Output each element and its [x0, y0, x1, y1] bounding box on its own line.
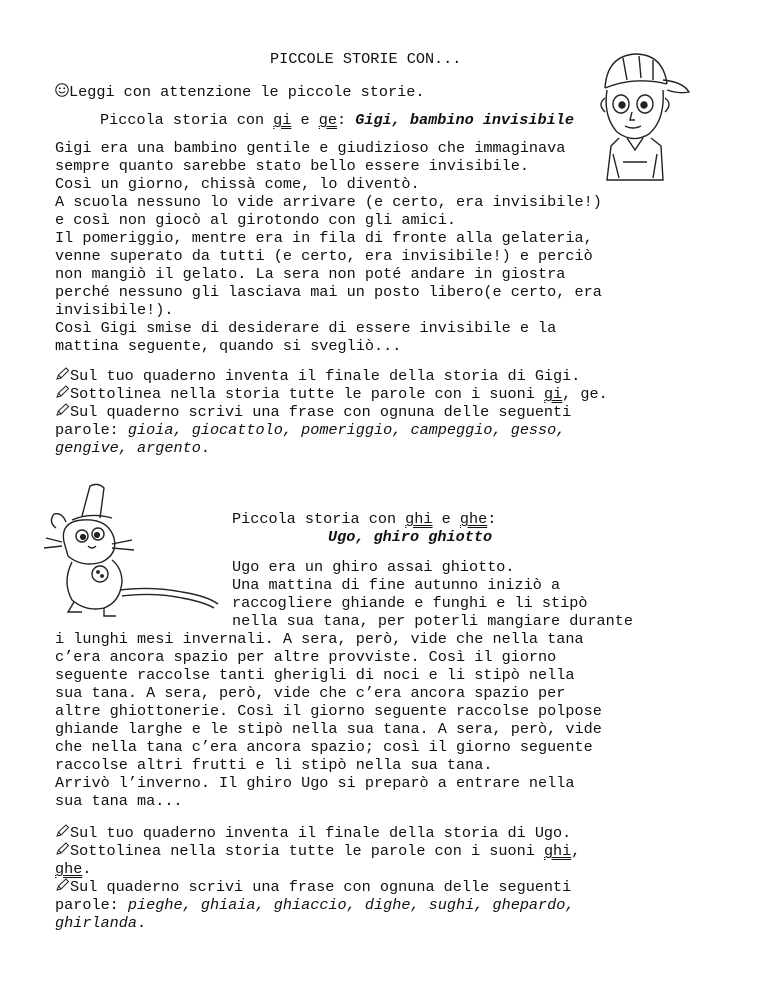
- story1-line: Così un giorno, chissà come, lo diventò.: [55, 175, 420, 193]
- story1-task-3-words-end: gengive, argento.: [55, 439, 210, 457]
- story2-line: c’era ancora spazio per altre provviste. Così il giorno: [55, 648, 557, 666]
- story2-line: altre ghiottonerie. Così il giorno seguente raccolse polpose: [55, 702, 602, 720]
- pencil-icon: [55, 367, 70, 381]
- intro-line: [55, 83, 424, 101]
- story1-line: Il pomeriggio, mentre era in fila di fronte alla gelateria,: [55, 229, 593, 247]
- story1-line: mattina seguente, quando si svegliò...: [55, 337, 402, 355]
- sound-ghi: ghi: [405, 510, 433, 528]
- boy-cap-illustration: [583, 46, 693, 186]
- story1-line: invisibile!).: [55, 301, 174, 319]
- dormouse-illustration: [42, 482, 224, 622]
- story2-line: Una mattina di fine autunno iniziò a: [232, 576, 561, 594]
- story1-line: A scuola nessuno lo vide arrivare (e certo, era invisibile!): [55, 193, 602, 211]
- smiley-icon: [55, 83, 69, 101]
- story2-task-3-words: parole: pieghe, ghiaia, ghiaccio, dighe, sughi, ghepardo,: [55, 896, 575, 914]
- story1-line: e così non giocò al girotondo con gli amici.: [55, 211, 457, 229]
- story1-line: perché nessuno gli lasciava mai un posto libero(e certo, era: [55, 283, 602, 301]
- story1-title: Gigi, bambino invisibile: [355, 111, 574, 129]
- story1-task-1: Sul tuo quaderno inventa il finale della storia di Gigi.: [55, 367, 580, 385]
- story1-line: sempre quanto sarebbe stato bello essere invisibile.: [55, 157, 529, 175]
- story2-title: Ugo, ghiro ghiotto: [328, 528, 493, 546]
- story1-task-3: Sul quaderno scrivi una frase con ognuna delle seguenti: [55, 403, 571, 421]
- story1-line: venne superato da tutti (e certo, era invisibile!) e perciò: [55, 247, 593, 265]
- pencil-icon: [55, 385, 70, 399]
- intro-text: Leggi con attenzione le piccole storie.: [69, 83, 425, 101]
- story2-line: nella sua tana, per poterli mangiare durante: [232, 612, 634, 630]
- story2-task-3-words-end: ghirlanda.: [55, 914, 147, 932]
- story2-task-3: Sul quaderno scrivi una frase con ognuna delle seguenti: [55, 878, 571, 896]
- story1-line: Gigi era una bambino gentile e giudizioso che immaginava: [55, 139, 566, 157]
- story2-line: raccolse altri frutti e li stipò nella sua tana.: [55, 756, 493, 774]
- sound-gi: gi: [273, 111, 292, 129]
- story2-line: che nella tana c’era ancora spazio; così il giorno seguente: [55, 738, 593, 756]
- page-title: PICCOLE STORIE CON...: [270, 50, 462, 68]
- story1-heading: Piccola storia con gi e ge: Gigi, bambino invisibile: [100, 111, 574, 129]
- story2-task-2: Sottolinea nella storia tutte le parole con i suoni ghi,: [55, 842, 580, 860]
- story1-line: Così Gigi smise di desiderare di essere invisibile e la: [55, 319, 557, 337]
- sound-ge: ge: [318, 111, 337, 129]
- pencil-icon: [55, 878, 70, 892]
- pencil-icon: [55, 403, 70, 417]
- story2-line: sua tana. A sera, però, vide che c’era ancora spazio per: [55, 684, 566, 702]
- story2-line: i lunghi mesi invernali. A sera, però, vide che nella tana: [55, 630, 584, 648]
- story2-heading: Piccola storia con ghi e ghe:: [232, 510, 497, 528]
- sound-ghe: ghe: [459, 510, 488, 528]
- story2-line: sua tana ma...: [55, 792, 183, 810]
- story2-line: seguente raccolse tanti gherigli di noci e li stipò nella: [55, 666, 575, 684]
- story2-line: ghiande larghe e le stipò nella sua tana. A sera, però, vide: [55, 720, 602, 738]
- story1-task-3-words: parole: gioia, giocattolo, pomeriggio, campeggio, gesso,: [55, 421, 566, 439]
- story2-line: Ugo era un ghiro assai ghiotto.: [232, 558, 515, 576]
- story1-task-2: Sottolinea nella storia tutte le parole con i suoni gi, ge.: [55, 385, 608, 403]
- pencil-icon: [55, 842, 70, 856]
- story2-line: raccogliere ghiande e funghi e li stipò: [232, 594, 588, 612]
- story2-task-2-end: ghe.: [55, 860, 92, 878]
- pencil-icon: [55, 824, 70, 838]
- story2-line: Arrivò l’inverno. Il ghiro Ugo si preparò a entrare nella: [55, 774, 575, 792]
- story1-line: non mangiò il gelato. La sera non poté andare in giostra: [55, 265, 566, 283]
- story2-task-1: Sul tuo quaderno inventa il finale della storia di Ugo.: [55, 824, 571, 842]
